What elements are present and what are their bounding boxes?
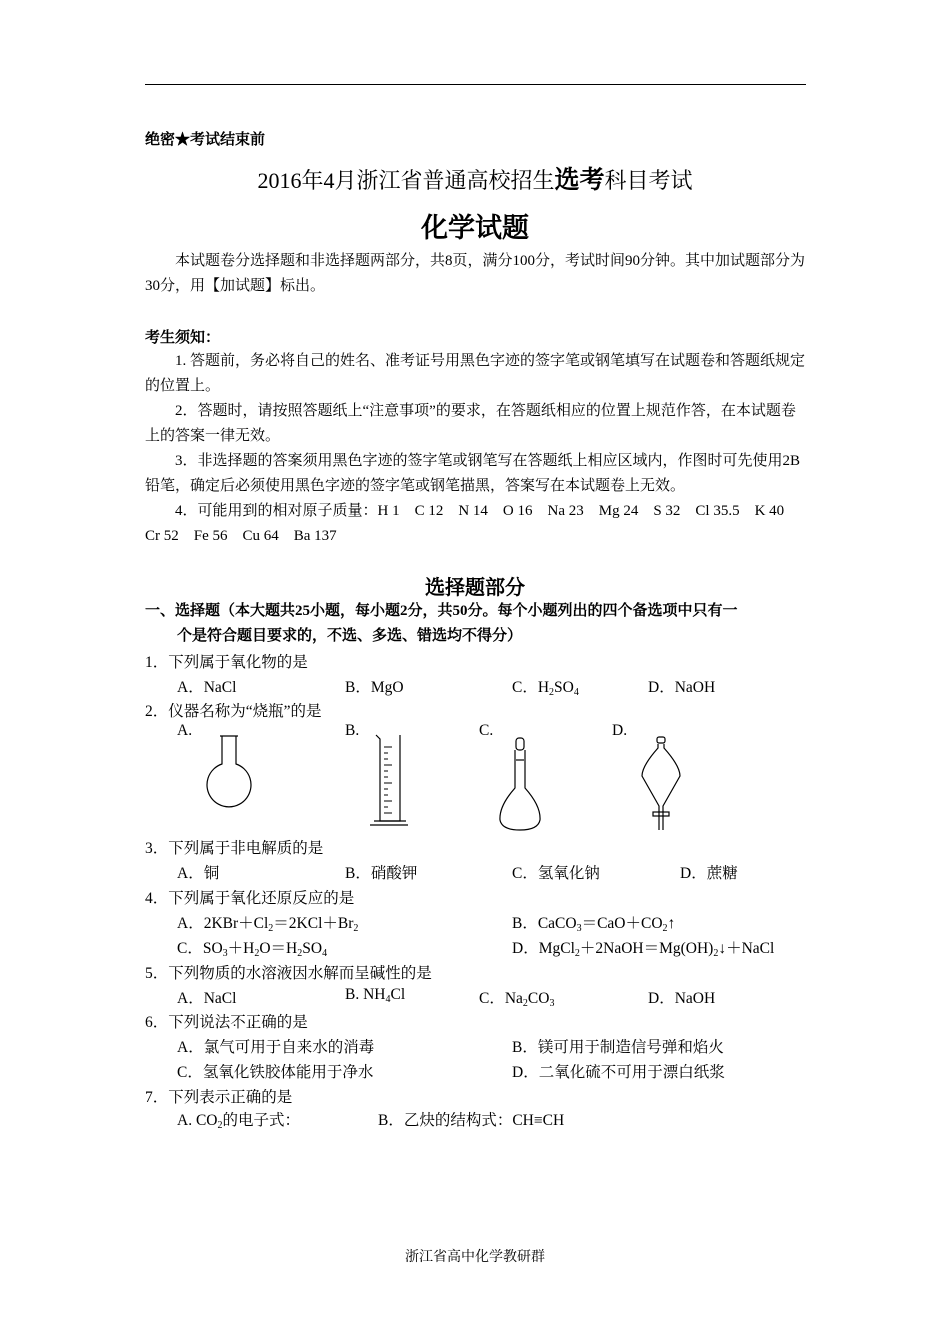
question-4-stem: 4．下列属于氧化还原反应的是 xyxy=(145,890,355,907)
q2-option-d: D. xyxy=(612,722,628,739)
q4-option-c: C．$SO_3+H_2O=H_2SO_4$ xyxy=(177,940,328,959)
q7-option-a: A. $CO_2$的电子式： xyxy=(177,1112,300,1131)
exam-title: 2016年4月浙江省普通高校招生选考科目考试 xyxy=(257,167,693,194)
secret-label: 绝密★考试结束前 xyxy=(145,132,266,148)
question-7-stem: 7．下列表示正确的是 xyxy=(145,1089,293,1106)
notice-item: 4．可能用到的相对原子质量：H 1 C 12 N 14 O 16 Na 23 Mg 24 S 32 Cl 35.5 K 40 Cr 52 Fe 56 Cu 64 Ba 137 xyxy=(145,503,800,544)
q5-option-a: A．NaCl xyxy=(177,990,237,1007)
q6-option-b: B．镁可用于制造信号弹和焰火 xyxy=(512,1039,724,1056)
intro-paragraph: 本试题卷分选择题和非选择题两部分，共8页，满分100分，考试时间90分钟。其中加试题部分为30分，用【加试题】标出。 xyxy=(145,253,806,294)
question-1-stem: 1．下列属于氧化物的是 xyxy=(145,654,308,671)
q5-option-b: B. $NH_4Cl$ xyxy=(345,986,406,1005)
question-5-stem: 5．下列物质的水溶液因水解而呈碱性的是 xyxy=(145,965,432,982)
notice-item: 1. 答题前，务必将自己的姓名、准考证号用黑色字迹的签字笔或钢笔填写在试题卷和答题纸规定的位置上。 xyxy=(145,353,806,394)
q5-option-c: C．$Na_2CO_3$ xyxy=(479,990,555,1009)
q2-option-c: C. xyxy=(479,722,494,739)
q3-option-a: A．铜 xyxy=(177,865,220,882)
question-6-stem: 6．下列说法不正确 · ·的是 xyxy=(145,1010,308,1032)
footer: 浙江省高中化学教研群 xyxy=(405,1250,545,1265)
part-heading-line1: 一、选择题（本大题共25小题，每小题2分，共50分。每个小题列出的四个备选项中只有一 xyxy=(145,603,738,619)
volumetric-flask-icon xyxy=(496,736,546,832)
q4-option-d: D．$MgCl_2+2NaOH=Mg(OH)_2↓+NaCl$ xyxy=(512,940,775,959)
q7-option-b: B．乙炔的结构式：CH≡CH xyxy=(378,1112,565,1129)
q3-option-c: C．氢氧化钠 xyxy=(512,865,600,882)
question-2-stem: 2．仪器名称为“烧瓶”的是 xyxy=(145,703,322,720)
q3-option-d: D．蔗糖 xyxy=(680,865,738,882)
q3-option-b: B．硝酸钾 xyxy=(345,865,418,882)
q6-option-a: A．氯气可用于自来水的消毒 xyxy=(177,1039,375,1056)
notice-item: 2．答题时，请按照答题纸上“注意事项”的要求，在答题纸相应的位置上规范作答，在本试题卷上的答案一律无效。 xyxy=(145,403,796,444)
q1-option-b: B．MgO xyxy=(345,679,404,696)
notice-item: 3．非选择题的答案须用黑色字迹的签字笔或钢笔写在答题纸上相应区域内，作图时可先使用2B铅笔，确定后必须使用黑色字迹的签字笔或钢笔描黑，答案写在本试题卷上无效。 xyxy=(145,453,801,494)
q1-option-d: D．NaOH xyxy=(648,679,716,696)
q6-option-c: C．氢氧化铁胶体能用于净水 xyxy=(177,1064,374,1081)
part-heading-line2: 个是符合题目要求的，不选、多选、错选均不得分） xyxy=(177,628,523,644)
q4-option-b: B．$CaCO_3=CaO+CO_2↑$ xyxy=(512,915,676,934)
q2-option-a: A. xyxy=(177,722,193,739)
q1-option-a: A．NaCl xyxy=(177,679,237,696)
question-3-stem: 3．下列属于非电解质的是 xyxy=(145,840,324,857)
page-title: 化学试题 xyxy=(421,213,529,243)
q1-option-c: C．$H_2SO_4$ xyxy=(512,679,579,698)
section-title: 选择题部分 xyxy=(425,577,525,599)
top-rule xyxy=(145,84,806,85)
notice-heading: 考生须知： xyxy=(145,330,221,346)
separatory-funnel-icon xyxy=(636,736,686,836)
q5-option-d: D．NaOH xyxy=(648,990,716,1007)
q4-option-a: A．$2KBr+Cl_2=2KCl+Br_2$ xyxy=(177,915,359,934)
q6-option-d: D．二氧化硫不可用于漂白纸浆 xyxy=(512,1064,725,1081)
round-bottom-flask-icon xyxy=(200,734,260,816)
q2-option-b: B. xyxy=(345,722,360,739)
graduated-cylinder-icon xyxy=(370,733,410,829)
emphasis-dotted: 不正确 · · xyxy=(230,1010,277,1032)
